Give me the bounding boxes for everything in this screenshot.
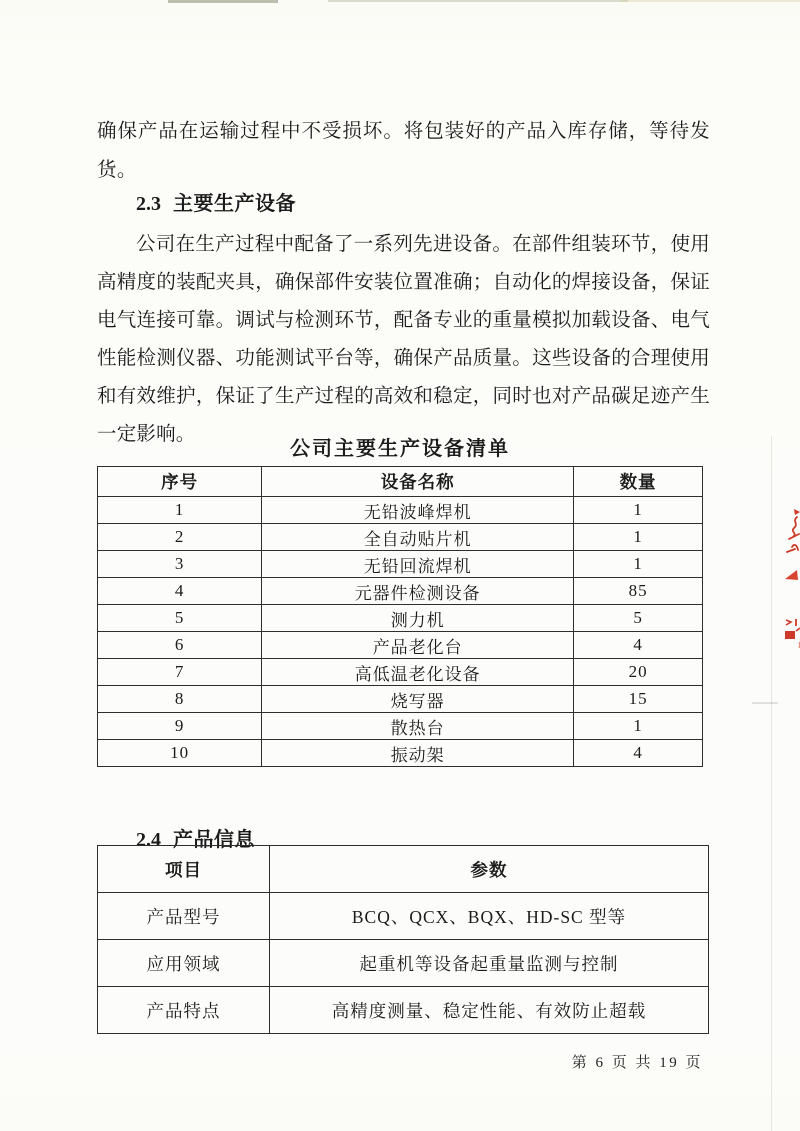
cell-quantity: 20	[574, 659, 703, 686]
cell-index: 7	[98, 659, 262, 686]
red-ink-mark-icon	[784, 618, 800, 648]
equipment-table	[97, 466, 703, 767]
cell-index: 4	[98, 578, 262, 605]
scan-edge-artifact	[168, 0, 278, 3]
table-row	[98, 497, 703, 524]
cell-item: 产品型号	[98, 893, 270, 940]
scan-edge-artifact	[328, 0, 628, 2]
cell-name: 散热台	[262, 713, 574, 740]
column-header-item: 项目	[98, 846, 270, 893]
product-info-table	[97, 845, 709, 1034]
table-row	[98, 578, 703, 605]
column-header-name: 设备名称	[262, 467, 574, 497]
cell-quantity: 1	[574, 524, 703, 551]
cell-name: 产品老化台	[262, 632, 574, 659]
cell-index: 2	[98, 524, 262, 551]
scan-edge-artifact	[620, 0, 800, 2]
cell-index: 8	[98, 686, 262, 713]
paragraph-equipment: 公司在生产过程中配备了一系列先进设备。在部件组装环节，使用高精度的装配夹具，确保部件安装位置准确；自动化的焊接设备，保证电气连接可靠。调试与检测环节，配备专业的重量模拟加载设备、电气性能检测仪器、功能测试平台等，确保产品质量。这些设备的合理使用和有效维护，保证了生产过程的高效和稳定，同时也对产品碳足迹产生一定影响。	[97, 233, 710, 445]
page-number-footer: 第 6 页 共 19 页	[571, 1055, 703, 1071]
section-title: 产品信息	[173, 828, 255, 851]
cell-name: 全自动贴片机	[262, 524, 574, 551]
table-row	[98, 605, 703, 632]
equipment-table-title: 公司主要生产设备清单	[290, 438, 510, 460]
cell-quantity: 85	[574, 578, 703, 605]
red-ink-triangle-icon	[785, 570, 798, 581]
page-edge-shadow	[771, 436, 772, 1131]
cell-index: 10	[98, 740, 262, 767]
table-row	[98, 893, 709, 940]
red-ink-mark-icon	[783, 508, 800, 558]
cell-parameter: 起重机等设备起重量监测与控制	[269, 940, 708, 987]
table-row	[98, 686, 703, 713]
table-row	[98, 659, 703, 686]
cell-name: 测力机	[262, 605, 574, 632]
table-row	[98, 551, 703, 578]
section-number: 2.4	[136, 828, 161, 851]
section-heading-2-3	[136, 187, 296, 216]
cell-quantity: 5	[574, 605, 703, 632]
section-number: 2.3	[136, 192, 161, 215]
column-header-quantity: 数量	[574, 467, 703, 497]
cell-name: 无铅回流焊机	[262, 551, 574, 578]
table-row	[98, 632, 703, 659]
cell-parameter: BCQ、QCX、BQX、HD-SC 型等	[269, 893, 708, 940]
cell-quantity: 1	[574, 497, 703, 524]
table-row	[98, 524, 703, 551]
cell-quantity: 4	[574, 632, 703, 659]
table-row	[98, 740, 703, 767]
cell-item: 应用领域	[98, 940, 270, 987]
table-header-row	[98, 846, 709, 893]
cell-name: 无铅波峰焊机	[262, 497, 574, 524]
cell-name: 烧写器	[262, 686, 574, 713]
cell-index: 5	[98, 605, 262, 632]
cell-index: 6	[98, 632, 262, 659]
table-row	[98, 713, 703, 740]
cell-name: 元器件检测设备	[262, 578, 574, 605]
cell-quantity: 1	[574, 713, 703, 740]
cell-quantity: 1	[574, 551, 703, 578]
section-title: 主要生产设备	[173, 192, 296, 215]
table-row	[98, 940, 709, 987]
cell-name: 振动架	[262, 740, 574, 767]
table-header-row	[98, 467, 703, 497]
cell-quantity: 4	[574, 740, 703, 767]
scan-smudge	[752, 702, 778, 704]
cell-index: 3	[98, 551, 262, 578]
cell-index: 9	[98, 713, 262, 740]
cell-parameter: 高精度测量、稳定性能、有效防止超载	[269, 987, 708, 1034]
paragraph-continued: 确保产品在运输过程中不受损坏。将包装好的产品入库存储，等待发货。	[97, 120, 710, 181]
cell-item: 产品特点	[98, 987, 270, 1034]
column-header-index: 序号	[98, 467, 262, 497]
column-header-parameter: 参数	[269, 846, 708, 893]
table-row	[98, 987, 709, 1034]
cell-quantity: 15	[574, 686, 703, 713]
cell-name: 高低温老化设备	[262, 659, 574, 686]
cell-index: 1	[98, 497, 262, 524]
